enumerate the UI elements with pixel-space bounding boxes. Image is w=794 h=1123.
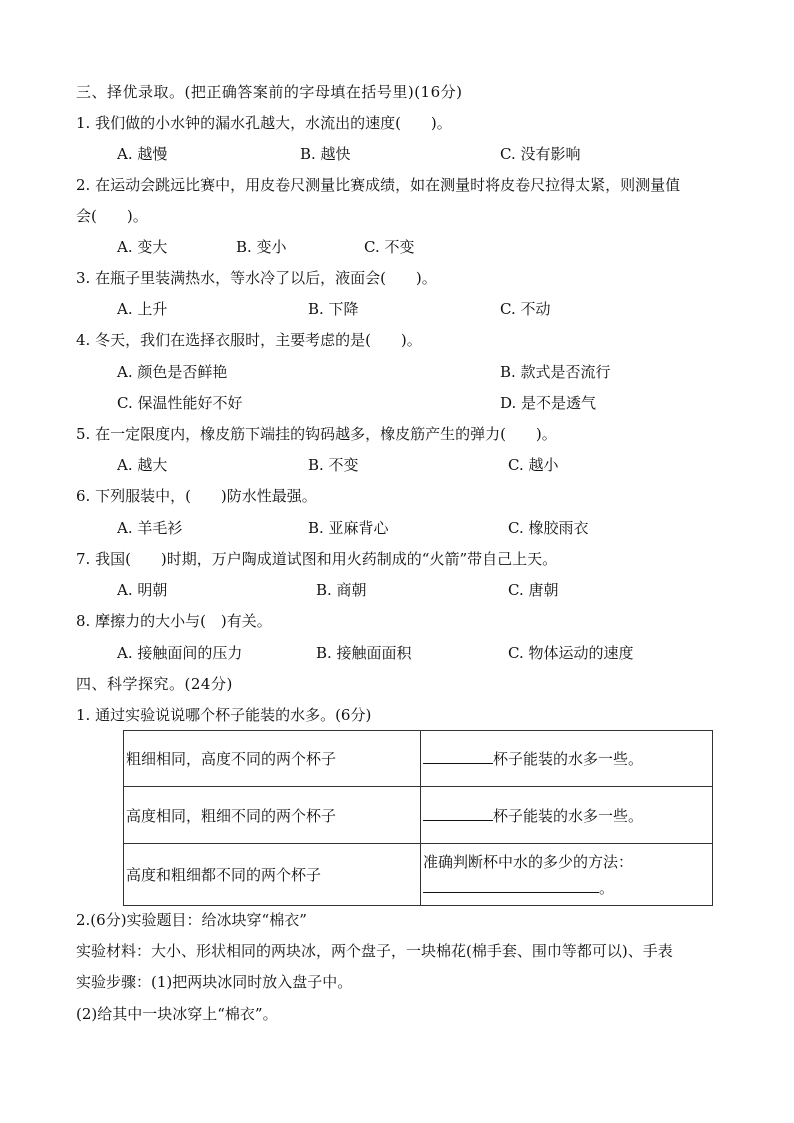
answer-suffix: 杯子能装的水多一些。: [493, 806, 644, 825]
question-4-stem: 4. 冬天，我们在选择衣服时，主要考虑的是( )。: [76, 331, 422, 349]
q4-option-b: B. 款式是否流行: [500, 363, 611, 381]
answer-blank[interactable]: [423, 749, 493, 764]
q6-option-b: B. 亚麻背心: [308, 519, 389, 537]
q8-option-b: B. 接触面面积: [316, 644, 412, 662]
question-2-stem-cont: 会( )。: [76, 207, 148, 225]
q7-option-a: A. 明朝: [117, 581, 168, 599]
method-blank[interactable]: [423, 878, 599, 893]
table-cell-condition: 高度相同，粗细不同的两个杯子: [124, 787, 421, 844]
table-cell-answer: [421, 844, 713, 906]
q2-option-b: B. 变小: [236, 238, 287, 256]
q4-option-c: C. 保温性能好不好: [117, 394, 243, 412]
q2-option-c: C. 不变: [364, 238, 415, 256]
question-1-stem: 1. 我们做的小水钟的漏水孔越大，水流出的速度( )。: [76, 114, 452, 132]
table-cell-answer: [421, 731, 713, 787]
q3-option-b: B. 下降: [308, 300, 359, 318]
q4-option-d: D. 是不是透气: [500, 394, 597, 412]
q1-option-c: C. 没有影响: [500, 145, 581, 163]
section-3-heading: 三、择优录取。(把正确答案前的字母填在括号里)(16分): [76, 83, 463, 101]
q7-option-b: B. 商朝: [316, 581, 367, 599]
method-end: 。: [599, 878, 615, 897]
answer-blank[interactable]: [423, 806, 493, 821]
q8-option-a: A. 接触面间的压力: [117, 644, 243, 662]
table-row: [124, 787, 713, 844]
q1-option-a: A. 越慢: [117, 145, 168, 163]
experiment-table: [123, 730, 713, 906]
q7-option-c: C. 唐朝: [508, 581, 559, 599]
answer-suffix: 杯子能装的水多一些。: [493, 750, 644, 768]
q4-option-a: A. 颜色是否鲜艳: [117, 363, 228, 381]
table-cell-condition: 高度和粗细都不同的两个杯子: [124, 844, 421, 906]
experiment-step-2: (2)给其中一块冰穿上“棉衣”。: [76, 1005, 278, 1023]
q5-option-b: B. 不变: [308, 456, 359, 474]
question-3-stem: 3. 在瓶子里装满热水，等水冷了以后，液面会( )。: [76, 269, 437, 287]
table-row: [124, 731, 713, 787]
experiment-steps: 实验步骤：(1)把两块冰同时放入盘子中。: [76, 973, 353, 991]
q6-option-a: A. 羊毛衫: [117, 519, 183, 537]
q1-option-b: B. 越快: [300, 145, 351, 163]
q3-option-a: A. 上升: [117, 300, 168, 318]
q3-option-c: C. 不动: [500, 300, 551, 318]
table-cell-condition: 粗细相同，高度不同的两个杯子: [124, 731, 421, 787]
section-4-heading: 四、科学探究。(24分): [76, 675, 233, 693]
q2-option-a: A. 变大: [117, 238, 168, 256]
section-4-question-2: 2.(6分)实验题目：给冰块穿“棉衣”: [76, 911, 307, 929]
section-4-question-1: 1. 通过实验说说哪个杯子能装的水多。(6分): [76, 706, 372, 724]
question-6-stem: 6. 下列服装中，( )防水性最强。: [76, 487, 317, 505]
q8-option-c: C. 物体运动的速度: [508, 644, 634, 662]
experiment-materials: 实验材料：大小、形状相同的两块冰，两个盘子，一块棉花(棉手套、围巾等都可以)、手表: [76, 942, 673, 960]
method-prompt: 准确判断杯中水的多少的方法：: [423, 852, 634, 871]
q5-option-a: A. 越大: [117, 456, 168, 474]
question-7-stem: 7. 我国( )时期，万户陶成道试图和用火药制成的“火箭”带自己上天。: [76, 550, 558, 568]
question-5-stem: 5. 在一定限度内，橡皮筋下端挂的钩码越多，橡皮筋产生的弹力( )。: [76, 425, 557, 443]
question-2-stem: 2. 在运动会跳远比赛中，用皮卷尺测量比赛成绩，如在测量时将皮卷尺拉得太紧，则测量值: [76, 176, 681, 194]
q6-option-c: C. 橡胶雨衣: [508, 519, 589, 537]
question-8-stem: 8. 摩擦力的大小与( )有关。: [76, 612, 272, 630]
table-row: [124, 844, 713, 906]
q5-option-c: C. 越小: [508, 456, 559, 474]
table-cell-answer: [421, 787, 713, 844]
